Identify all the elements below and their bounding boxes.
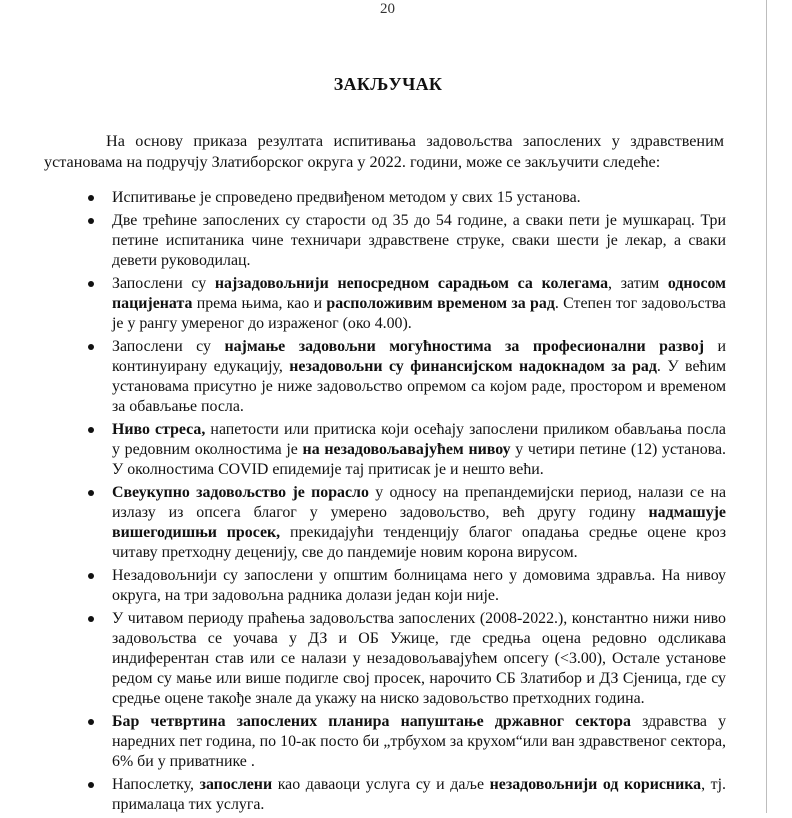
text-segment: . Степен тог задовољства је у рангу умереног до израженог (око 4.00). <box>112 295 726 332</box>
list-item <box>44 274 726 334</box>
bullet-icon <box>88 344 94 350</box>
text-segment: Незадовољнији су запослени у општим болницама него у домовима здравља. На нивоу округа, на три задовољна радника долази један који није. <box>112 567 726 604</box>
text-segment: , тј. прималаца тих услуга. <box>112 776 726 813</box>
bullet-icon <box>88 573 94 579</box>
text-segment: . У већим установама присутно је ниже задовољство опремом са којом раде, простором и временом за обављање посла. <box>112 358 727 415</box>
bold-text: незадовољни су финансијском надокнадом за рад <box>289 358 657 375</box>
bold-text: најзадовољнији непосредном сарадњом са колегама <box>214 275 609 292</box>
intro-paragraph: На основу приказа резултата испитивања задовољства запослених у здравственим установама на подручју Златиборског округа у 2022. години, може се закључити следеће: <box>44 132 724 171</box>
bold-text: надмашује вишегодишњи просек, <box>112 504 726 541</box>
list-item <box>44 483 726 563</box>
bullet-icon <box>88 616 94 622</box>
bullet-icon <box>88 490 94 496</box>
page-number: 20 <box>380 1 395 17</box>
list-item <box>44 420 726 480</box>
conclusion-list <box>44 188 726 818</box>
list-item <box>44 712 726 772</box>
text-segment: према њима, као и <box>192 295 327 312</box>
text-segment: у односу на препандемијски период, налази се на излазу из опсега благог у умерено задовољство, већ другу годину <box>112 484 727 521</box>
text-segment: здравства у наредних пет година, по 10-ак посто би „трбухом за крухом“или ван здравственог сектора, 6% би у приватнике . <box>112 713 727 770</box>
text-segment: у четири петине (12) установа. У околностима COVID епидемије тај притисак је и нешто већи. <box>112 441 726 478</box>
text-segment: Запослени су <box>112 275 215 292</box>
bold-text: Бар четвртина запослених планира напуштање државног сектора <box>112 713 631 730</box>
bold-text: на незадовољавајућем нивоу <box>302 441 511 458</box>
list-item <box>44 775 726 815</box>
text-segment: Две трећине запослених су старости од 35 до 54 године, а сваки пети је мушкарац. Три петине испитаника чине техничари здравствене струке, сваки шести је лекар, а сваки девети руководилац. <box>112 212 726 269</box>
list-item <box>44 211 726 271</box>
page-title: ЗАКЉУЧАК <box>333 74 443 94</box>
text-segment: У читавом периоду праћења задовољства запослених (2008-2022.), константно нижи ниво задовољства се уочава у ДЗ и ОБ Ужице, где средња оцена редовно одсликава индиферентан став или се налази у незадовољавајућем опсегу (<3.00), Остале установе редом су мање или више подигле свој просек, нарочито СБ Златибор и ДЗ Сјеница, где су средње оцене такође знале да укажу на ниско задовољство претходних година. <box>112 610 726 707</box>
text-segment: напетости или притиска који осећају запослени приликом обављања посла у редовним околностима је <box>112 421 726 458</box>
list-item <box>44 566 726 606</box>
bullet-icon <box>88 218 94 224</box>
bold-text: Ниво стреса, <box>112 421 206 438</box>
text-segment: , затим <box>608 275 668 292</box>
bullet-icon <box>88 719 94 725</box>
text-segment: Запослени су <box>112 338 225 355</box>
text-segment: као даваоци услуга су и даље <box>272 776 490 793</box>
text-segment: прекидајући тенденцију благог опадања средње оцене кроз читаву претходну деценију, све до пандемије новим корона вирусом. <box>112 524 726 561</box>
list-item <box>44 188 726 208</box>
bullet-icon <box>88 782 94 788</box>
bullet-icon <box>88 427 94 433</box>
bullet-icon <box>88 195 94 201</box>
bullet-icon <box>88 281 94 287</box>
text-segment: Испитивање је спроведено предвиђеном методом у свих 15 установа. <box>112 189 581 206</box>
bold-text: најмање задовољни могућностима за професионални развој <box>224 338 705 355</box>
bold-text: односом пацијената <box>112 275 726 312</box>
bold-text: незадовољнији од корисника <box>489 776 702 793</box>
text-segment: Напослетку, <box>112 776 200 793</box>
bold-text: запослени <box>199 776 273 793</box>
list-item <box>44 609 726 709</box>
page-edge <box>766 0 767 813</box>
bold-text: Свеукупно задовољство је порасло <box>112 484 369 501</box>
bold-text: расположивим временом за рад <box>326 295 555 312</box>
text-segment: и континуирану едукацију, <box>112 338 726 375</box>
list-item <box>44 337 726 417</box>
